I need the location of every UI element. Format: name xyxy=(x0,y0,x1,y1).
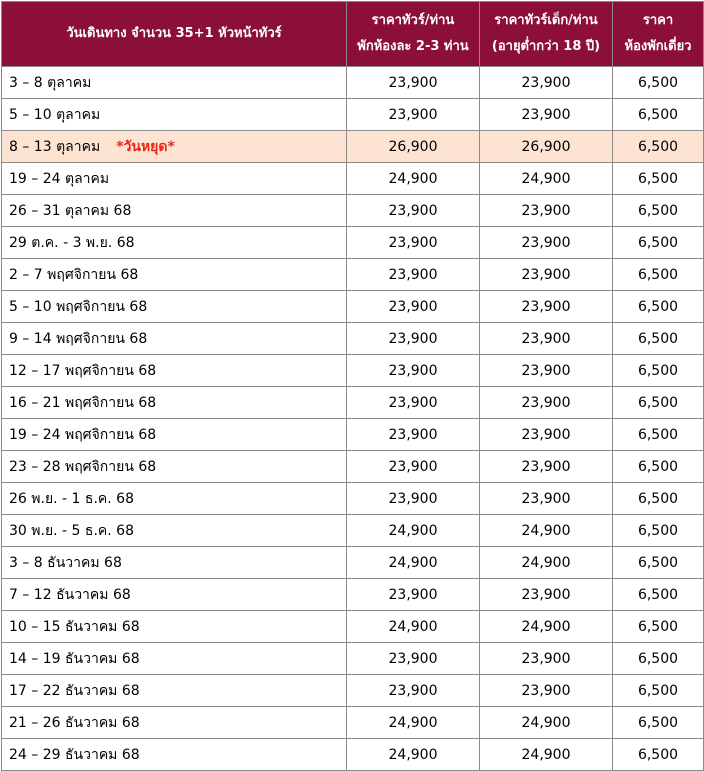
adult-price-cell: 23,900 xyxy=(347,259,480,291)
table-row xyxy=(2,195,704,227)
table-row xyxy=(2,67,704,99)
travel-date-cell xyxy=(2,259,347,291)
tour-rows xyxy=(2,67,704,771)
single-room-price-cell: 6,500 xyxy=(613,579,704,611)
single-room-price-cell: 6,500 xyxy=(613,739,704,771)
single-room-price-cell: 6,500 xyxy=(613,355,704,387)
single-room-price-cell: 6,500 xyxy=(613,291,704,323)
travel-date: 14 – 19 ธันวาคม 68 xyxy=(9,650,140,667)
single-room-price-cell: 6,500 xyxy=(613,99,704,131)
single-room-price-cell: 6,500 xyxy=(613,707,704,739)
adult-price-cell: 24,900 xyxy=(347,547,480,579)
table-row xyxy=(2,483,704,515)
travel-date-cell xyxy=(2,163,347,195)
travel-date: 8 – 13 ตุลาคม xyxy=(9,138,101,155)
travel-date-cell xyxy=(2,419,347,451)
table-row xyxy=(2,227,704,259)
child-price-cell: 23,900 xyxy=(480,195,613,227)
adult-price-cell: 23,900 xyxy=(347,355,480,387)
travel-date: 30 พ.ย. - 5 ธ.ค. 68 xyxy=(9,522,134,539)
travel-date: 10 – 15 ธันวาคม 68 xyxy=(9,618,140,635)
travel-date: 12 – 17 พฤศจิกายน 68 xyxy=(9,362,157,379)
child-price-cell: 24,900 xyxy=(480,707,613,739)
child-price-cell: 24,900 xyxy=(480,547,613,579)
adult-price-cell: 23,900 xyxy=(347,195,480,227)
child-price-cell: 23,900 xyxy=(480,675,613,707)
adult-price-cell: 23,900 xyxy=(347,227,480,259)
adult-price-cell: 23,900 xyxy=(347,675,480,707)
travel-date: 5 – 10 พฤศจิกายน 68 xyxy=(9,298,148,315)
adult-price-cell: 23,900 xyxy=(347,67,480,99)
table-row xyxy=(2,419,704,451)
travel-date-cell xyxy=(2,67,347,99)
single-room-price-cell: 6,500 xyxy=(613,195,704,227)
child-price-cell: 24,900 xyxy=(480,515,613,547)
travel-date-cell xyxy=(2,291,347,323)
adult-price-cell: 24,900 xyxy=(347,707,480,739)
single-room-price-cell: 6,500 xyxy=(613,515,704,547)
adult-price-cell: 23,900 xyxy=(347,643,480,675)
child-price-cell: 23,900 xyxy=(480,451,613,483)
header-child-price-line2: (อายุต่ำกว่า 18 ปี) xyxy=(491,39,601,54)
travel-date-cell xyxy=(2,451,347,483)
child-price-cell: 24,900 xyxy=(480,739,613,771)
travel-date: 3 – 8 ธันวาคม 68 xyxy=(9,554,122,571)
single-room-price-cell: 6,500 xyxy=(613,387,704,419)
travel-date: 23 – 28 พฤศจิกายน 68 xyxy=(9,458,157,475)
travel-date-cell xyxy=(2,131,347,163)
child-price-cell: 24,900 xyxy=(480,163,613,195)
adult-price-cell: 23,900 xyxy=(347,579,480,611)
travel-date: 17 – 22 ธันวาคม 68 xyxy=(9,682,140,699)
adult-price-cell: 23,900 xyxy=(347,291,480,323)
single-room-price-cell: 6,500 xyxy=(613,675,704,707)
table-row xyxy=(2,707,704,739)
child-price-cell: 23,900 xyxy=(480,579,613,611)
adult-price-cell: 24,900 xyxy=(347,611,480,643)
travel-date-cell xyxy=(2,611,347,643)
travel-date: 24 – 29 ธันวาคม 68 xyxy=(9,746,140,763)
single-room-price-cell: 6,500 xyxy=(613,259,704,291)
table-row xyxy=(2,739,704,771)
header-child-price xyxy=(480,2,613,67)
header-single-room-line2: ห้องพักเดี่ยว xyxy=(624,39,692,54)
table-row xyxy=(2,547,704,579)
adult-price-cell: 24,900 xyxy=(347,163,480,195)
table-row xyxy=(2,579,704,611)
travel-date: 9 – 14 พฤศจิกายน 68 xyxy=(9,330,148,347)
adult-price-cell: 24,900 xyxy=(347,739,480,771)
single-room-price-cell: 6,500 xyxy=(613,227,704,259)
travel-date-cell xyxy=(2,387,347,419)
travel-date-cell xyxy=(2,323,347,355)
travel-date-cell xyxy=(2,707,347,739)
adult-price-cell: 23,900 xyxy=(347,483,480,515)
travel-date: 19 – 24 ตุลาคม xyxy=(9,170,110,187)
header-row xyxy=(2,2,704,67)
header-travel-dates xyxy=(2,2,347,67)
table-row xyxy=(2,99,704,131)
header-child-price-line1: ราคาทัวร์เด็ก/ท่าน xyxy=(494,13,598,28)
travel-date-cell xyxy=(2,547,347,579)
travel-date: 26 พ.ย. - 1 ธ.ค. 68 xyxy=(9,490,134,507)
table-row xyxy=(2,451,704,483)
travel-date-cell xyxy=(2,515,347,547)
table-row xyxy=(2,291,704,323)
header-adult-price-line2: พักห้องละ 2-3 ท่าน xyxy=(357,39,469,54)
travel-date: 2 – 7 พฤศจิกายน 68 xyxy=(9,266,139,283)
table-row xyxy=(2,611,704,643)
child-price-cell: 23,900 xyxy=(480,387,613,419)
child-price-cell: 23,900 xyxy=(480,323,613,355)
travel-date-cell xyxy=(2,99,347,131)
table-row xyxy=(2,323,704,355)
table-row xyxy=(2,131,704,163)
tour-price-table xyxy=(1,1,704,771)
adult-price-cell: 23,900 xyxy=(347,419,480,451)
adult-price-cell: 23,900 xyxy=(347,387,480,419)
table-row xyxy=(2,675,704,707)
travel-date: 29 ต.ค. - 3 พ.ย. 68 xyxy=(9,234,135,251)
adult-price-cell: 23,900 xyxy=(347,99,480,131)
single-room-price-cell: 6,500 xyxy=(613,547,704,579)
travel-date-cell xyxy=(2,195,347,227)
travel-date-cell xyxy=(2,739,347,771)
travel-date: 19 – 24 พฤศจิกายน 68 xyxy=(9,426,157,443)
table-row xyxy=(2,515,704,547)
single-room-price-cell: 6,500 xyxy=(613,67,704,99)
child-price-cell: 23,900 xyxy=(480,419,613,451)
table-row xyxy=(2,259,704,291)
adult-price-cell: 23,900 xyxy=(347,451,480,483)
child-price-cell: 23,900 xyxy=(480,259,613,291)
adult-price-cell: 24,900 xyxy=(347,515,480,547)
single-room-price-cell: 6,500 xyxy=(613,643,704,675)
header-single-room-line1: ราคา xyxy=(642,13,674,28)
travel-date: 16 – 21 พฤศจิกายน 68 xyxy=(9,394,157,411)
adult-price-cell: 23,900 xyxy=(347,323,480,355)
header-adult-price xyxy=(347,2,480,67)
adult-price-cell: 26,900 xyxy=(347,131,480,163)
header-adult-price-line1: ราคาทัวร์/ท่าน xyxy=(371,13,455,28)
table-row xyxy=(2,643,704,675)
single-room-price-cell: 6,500 xyxy=(613,451,704,483)
child-price-cell: 23,900 xyxy=(480,67,613,99)
child-price-cell: 23,900 xyxy=(480,99,613,131)
single-room-price-cell: 6,500 xyxy=(613,483,704,515)
travel-date: 26 – 31 ตุลาคม 68 xyxy=(9,202,132,219)
single-room-price-cell: 6,500 xyxy=(613,163,704,195)
single-room-price-cell: 6,500 xyxy=(613,419,704,451)
child-price-cell: 23,900 xyxy=(480,483,613,515)
single-room-price-cell: 6,500 xyxy=(613,611,704,643)
travel-date-cell xyxy=(2,483,347,515)
child-price-cell: 23,900 xyxy=(480,227,613,259)
child-price-cell: 23,900 xyxy=(480,291,613,323)
table-row xyxy=(2,163,704,195)
child-price-cell: 23,900 xyxy=(480,355,613,387)
travel-date: 21 – 26 ธันวาคม 68 xyxy=(9,714,140,731)
travel-date-cell xyxy=(2,355,347,387)
travel-date-cell xyxy=(2,227,347,259)
child-price-cell: 23,900 xyxy=(480,643,613,675)
travel-date-cell xyxy=(2,675,347,707)
header-travel-dates-label: วันเดินทาง จำนวน 35+1 หัวหน้าทัวร์ xyxy=(66,26,282,41)
child-price-cell: 26,900 xyxy=(480,131,613,163)
single-room-price-cell: 6,500 xyxy=(613,131,704,163)
header-single-room xyxy=(613,2,704,67)
travel-date-cell xyxy=(2,579,347,611)
single-room-price-cell: 6,500 xyxy=(613,323,704,355)
child-price-cell: 24,900 xyxy=(480,611,613,643)
table-row xyxy=(2,355,704,387)
travel-date: 7 – 12 ธันวาคม 68 xyxy=(9,586,131,603)
holiday-note: *วันหยุด* xyxy=(116,138,175,155)
table-row xyxy=(2,387,704,419)
travel-date-cell xyxy=(2,643,347,675)
travel-date: 3 – 8 ตุลาคม xyxy=(9,74,92,91)
travel-date: 5 – 10 ตุลาคม xyxy=(9,106,101,123)
